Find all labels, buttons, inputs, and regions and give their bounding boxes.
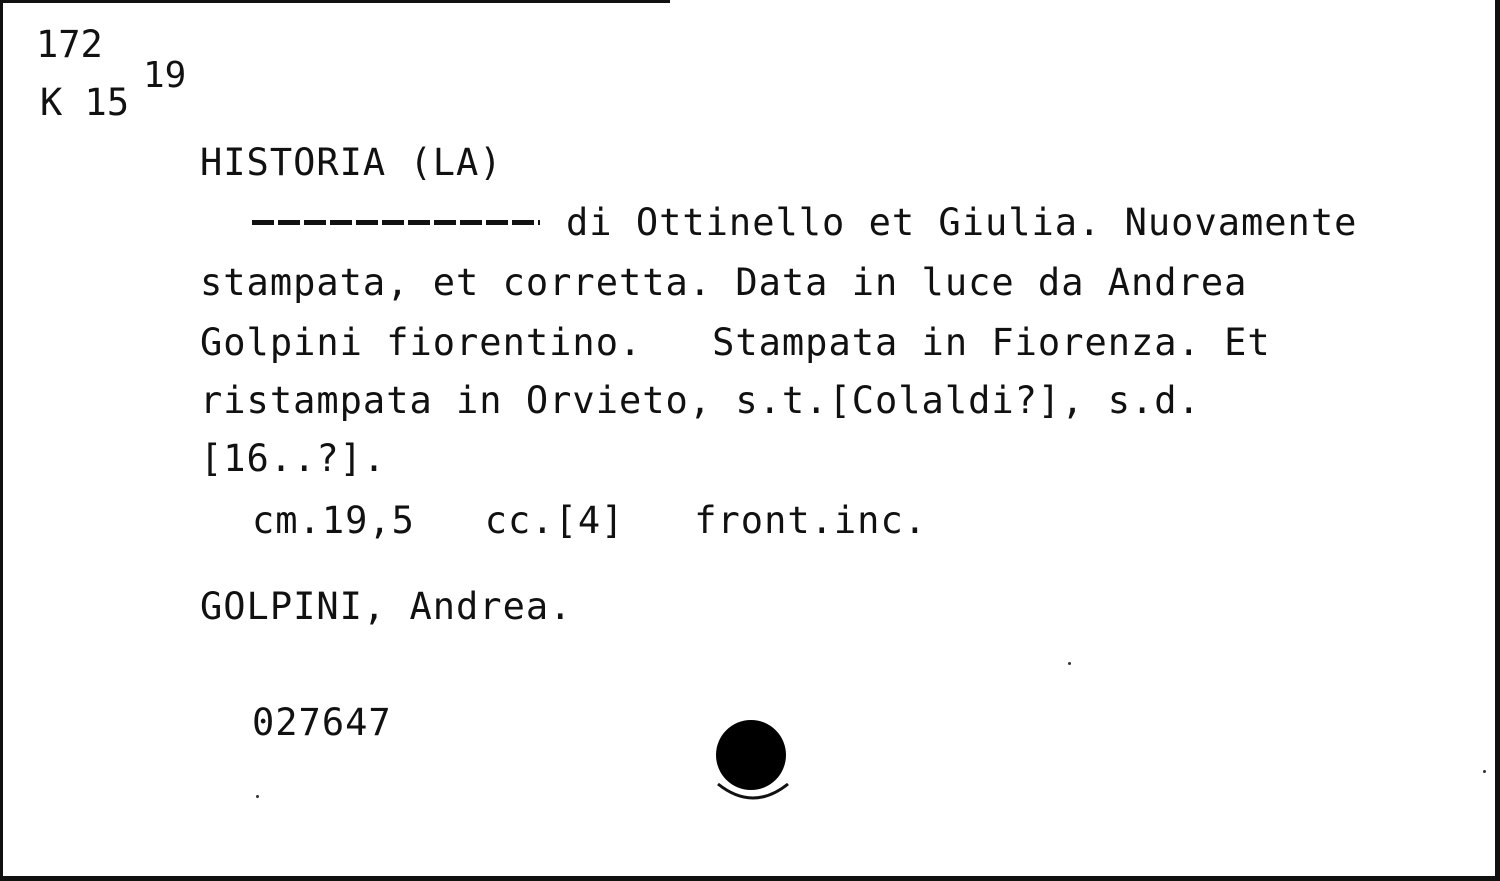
scan-edge-bottom [0, 876, 1500, 881]
punch-hole-shadow [716, 772, 790, 802]
speck-mark [256, 795, 259, 798]
body-line-2: stampata, et corretta. Data in luce da Andrea [200, 261, 1248, 304]
speck-mark [1068, 662, 1071, 665]
body-line-1: di Ottinello et Giulia. Nuovamente [566, 201, 1358, 244]
added-entry: GOLPINI, Andrea. [200, 585, 573, 628]
title-repeat-dash [252, 220, 540, 225]
card-number: 027647 [252, 701, 392, 744]
speck-mark [1483, 770, 1486, 773]
body-line-4: ristampata in Orvieto, s.t.[Colaldi?], s.d. [200, 379, 1201, 422]
scan-edge-left [0, 0, 3, 881]
scan-edge-right [1495, 0, 1500, 881]
body-line-3: Golpini fiorentino. Stampata in Fiorenza. Et [200, 321, 1271, 364]
collation-line: cm.19,5 cc.[4] front.inc. [252, 499, 928, 542]
shelfmark-superscript: 19 [143, 55, 187, 96]
body-line-5: [16..?]. [200, 437, 387, 480]
scan-edge-top [0, 0, 670, 3]
shelfmark-line-2: K 15 [40, 81, 130, 124]
title-heading: HISTORIA (LA) [200, 141, 503, 184]
shelfmark-line-1: 172 [36, 23, 103, 66]
